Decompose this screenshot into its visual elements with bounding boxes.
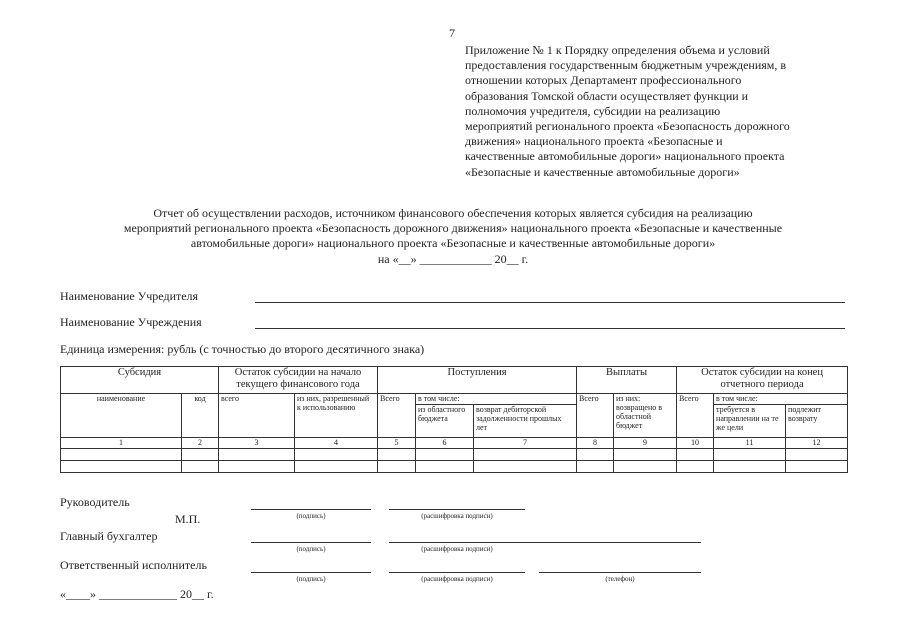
appendix-line: Приложение № 1 к Порядку определения объема и условий bbox=[465, 43, 770, 57]
col-number: 6 bbox=[416, 438, 474, 449]
subheader-code: код bbox=[182, 394, 219, 438]
report-table bbox=[60, 366, 848, 473]
executor-signature-line[interactable] bbox=[251, 572, 371, 573]
subheader-allowed: из них, разрешенный к использованию bbox=[295, 394, 378, 438]
report-title-line: автомобильные дороги» национального проекта «Безопасные и качественные автомобильные дороги» bbox=[190, 236, 716, 251]
col-number: 3 bbox=[219, 438, 295, 449]
subheader-return-receivables: возврат дебиторской задолженности прошлых лет bbox=[474, 405, 577, 438]
subheader-balance-including: в том числе: bbox=[714, 394, 848, 405]
table-cell[interactable] bbox=[219, 461, 295, 473]
report-title-line: мероприятий регионального проекта «Безопасность дорожного движения» национального проекта «Безопасные и качественные bbox=[123, 221, 783, 236]
table-cell[interactable] bbox=[219, 449, 295, 461]
table-cell[interactable] bbox=[182, 449, 219, 461]
chief-accountant-signature-line[interactable] bbox=[251, 542, 371, 543]
report-title bbox=[58, 206, 848, 267]
col-header-receipts: Поступления bbox=[378, 367, 577, 394]
table-cell[interactable] bbox=[416, 461, 474, 473]
table-cell[interactable] bbox=[614, 449, 677, 461]
executor-phone-line[interactable] bbox=[539, 572, 701, 573]
appendix-line: предоставления государственным бюджетным учреждениям, в bbox=[465, 58, 787, 73]
head-label: Руководитель bbox=[60, 495, 130, 509]
signature-caption: (подпись) bbox=[296, 545, 326, 553]
subheader-balance-total: Всего bbox=[677, 394, 714, 438]
founder-label: Наименование Учредителя bbox=[60, 289, 199, 303]
col-number: 5 bbox=[378, 438, 416, 449]
signature-caption: (подпись) bbox=[296, 575, 326, 583]
table-cell[interactable] bbox=[786, 461, 848, 473]
executor-decoding-line[interactable] bbox=[389, 572, 525, 573]
table-cell[interactable] bbox=[182, 461, 219, 473]
table-cell[interactable] bbox=[474, 449, 577, 461]
col-number: 9 bbox=[614, 438, 677, 449]
subheader-payments-total: Всего bbox=[577, 394, 614, 438]
founder-field[interactable] bbox=[255, 302, 845, 303]
institution-field[interactable] bbox=[255, 328, 845, 329]
appendix-line: отношении которых Департамент профессионального bbox=[465, 73, 742, 88]
table-cell[interactable] bbox=[416, 449, 474, 461]
signature-date: «____» _____________ 20__ г. bbox=[60, 587, 214, 601]
col-number: 7 bbox=[474, 438, 577, 449]
col-header-balance-end: Остаток субсидии на конец отчетного периода bbox=[677, 367, 848, 394]
appendix-line: движения» национального проекта «Безопасные и bbox=[465, 134, 723, 149]
appendix-line: качественные автомобильные дороги» национального проекта bbox=[465, 149, 785, 164]
report-date-line: на «__» ____________ 20__ г. bbox=[377, 251, 529, 266]
subheader-to-return: подлежит возврату bbox=[786, 405, 848, 438]
appendix-line: «Безопасные и качественные автомобильные дороги» bbox=[465, 164, 740, 179]
table-cell[interactable] bbox=[474, 461, 577, 473]
signature-caption: (подпись) bbox=[296, 512, 326, 520]
table-cell[interactable] bbox=[295, 449, 378, 461]
subheader-receipts-total: Всего bbox=[378, 394, 416, 438]
unit-label: Единица измерения: рубль (с точностью до второго десятичного знака) bbox=[60, 342, 425, 356]
appendix-line: мероприятий регионального проекта «Безопасность дорожного bbox=[465, 119, 790, 134]
col-header-payments: Выплаты bbox=[577, 367, 677, 394]
table-cell[interactable] bbox=[61, 449, 182, 461]
col-number: 8 bbox=[577, 438, 614, 449]
decoding-caption: (расшифровка подписи) bbox=[421, 575, 493, 583]
table-cell[interactable] bbox=[577, 449, 614, 461]
table-cell[interactable] bbox=[378, 449, 416, 461]
col-header-balance-start: Остаток субсидии на начало текущего финансового года bbox=[219, 367, 378, 394]
decoding-caption: (расшифровка подписи) bbox=[421, 512, 493, 520]
table-cell[interactable] bbox=[677, 449, 714, 461]
head-decoding-line[interactable] bbox=[389, 509, 525, 510]
institution-label: Наименование Учреждения bbox=[60, 315, 202, 329]
report-title-line: Отчет об осуществлении расходов, источником финансового обеспечения которых является субсидия на реализацию bbox=[153, 206, 753, 220]
table-cell[interactable] bbox=[378, 461, 416, 473]
col-number: 1 bbox=[61, 438, 182, 449]
table-row bbox=[61, 461, 848, 473]
subheader-required-same: требуется в направлении на те же цели bbox=[714, 405, 786, 438]
table-cell[interactable] bbox=[714, 461, 786, 473]
table-cell[interactable] bbox=[786, 449, 848, 461]
stamp-label: М.П. bbox=[175, 512, 201, 526]
table-cell[interactable] bbox=[614, 461, 677, 473]
decoding-caption: (расшифровка подписи) bbox=[421, 545, 493, 553]
subheader-receipts-including: в том числе: bbox=[416, 394, 577, 405]
subheader-returned: из них: возвращено в областной бюджет bbox=[614, 394, 677, 438]
table-cell[interactable] bbox=[61, 461, 182, 473]
appendix-line: полномочия учредителя, субсидии на реализацию bbox=[465, 103, 721, 118]
subheader-name: наименование bbox=[61, 394, 182, 438]
chief-accountant-decoding-line[interactable] bbox=[389, 542, 701, 543]
table-cell[interactable] bbox=[577, 461, 614, 473]
col-header-subsidy: Субсидия bbox=[61, 367, 219, 394]
col-number: 4 bbox=[295, 438, 378, 449]
table-row bbox=[61, 449, 848, 461]
subheader-total: всего bbox=[219, 394, 295, 438]
table-cell[interactable] bbox=[295, 461, 378, 473]
page-number: 7 bbox=[449, 26, 455, 40]
executor-label: Ответственный исполнитель bbox=[60, 558, 207, 572]
chief-accountant-label: Главный бухгалтер bbox=[60, 529, 158, 543]
appendix-line: образования Томской области осуществляет функции и bbox=[465, 88, 749, 103]
col-number: 12 bbox=[786, 438, 848, 449]
table-cell[interactable] bbox=[714, 449, 786, 461]
head-signature-line[interactable] bbox=[251, 509, 371, 510]
phone-caption: (телефон) bbox=[605, 575, 635, 583]
col-number: 11 bbox=[714, 438, 786, 449]
subheader-from-regional: из областного бюджета bbox=[416, 405, 474, 438]
table-cell[interactable] bbox=[677, 461, 714, 473]
col-number: 10 bbox=[677, 438, 714, 449]
appendix-note bbox=[465, 43, 845, 180]
col-number: 2 bbox=[182, 438, 219, 449]
